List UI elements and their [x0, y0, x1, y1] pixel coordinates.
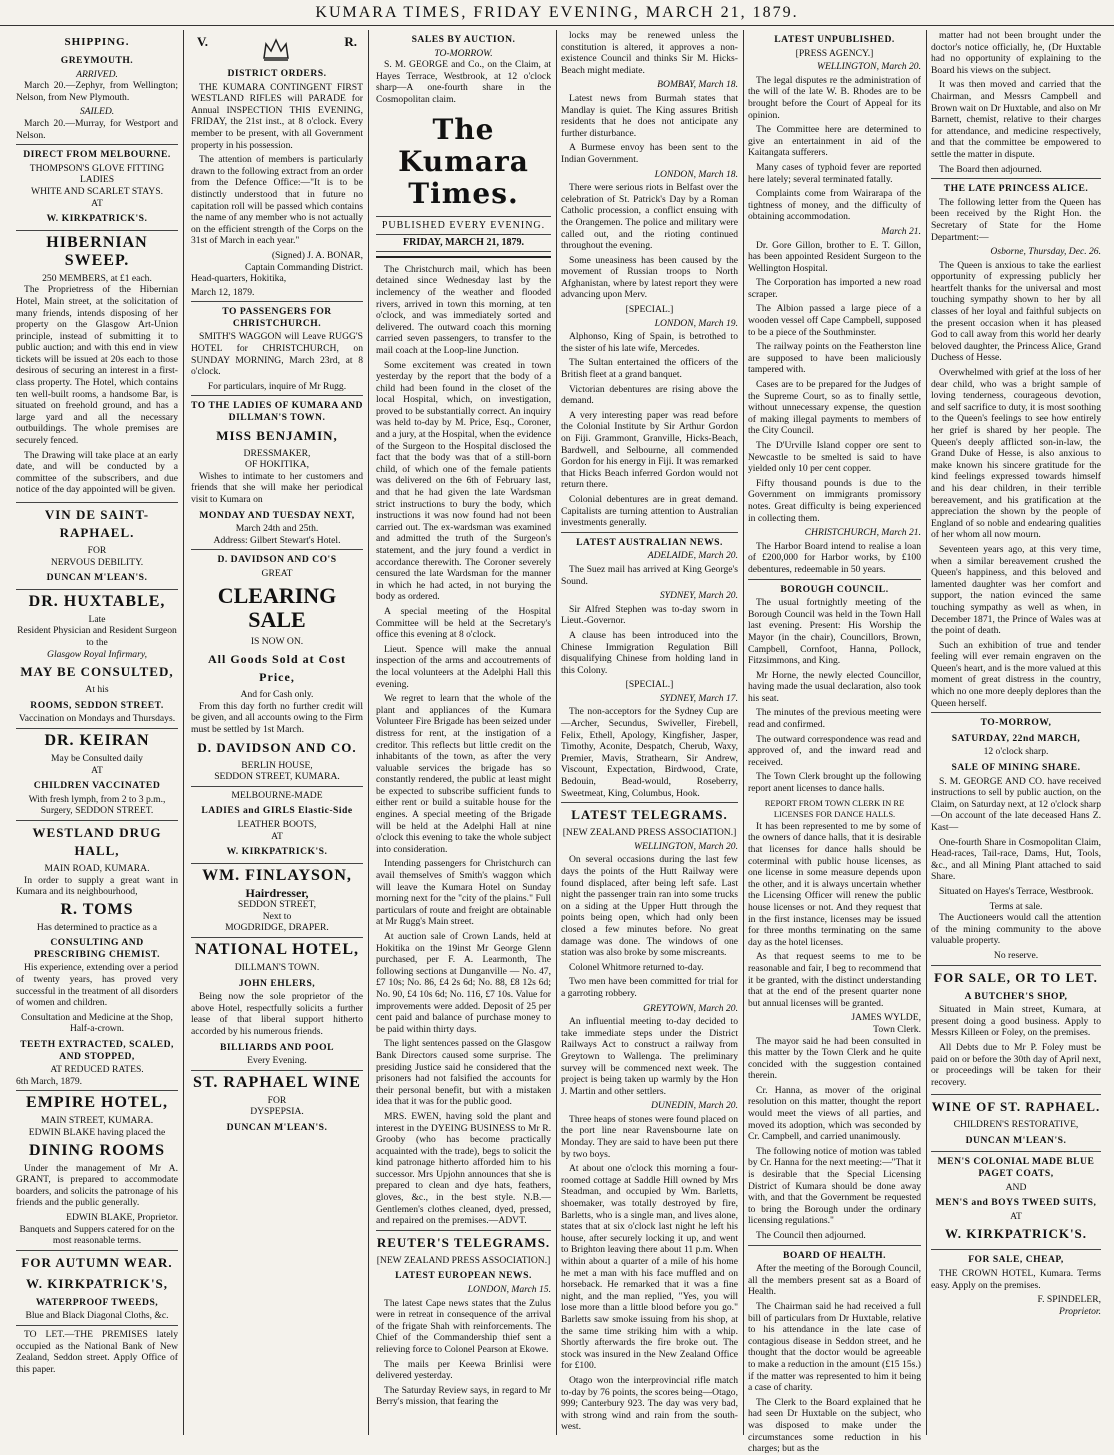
- district-orders-text: THE KUMARA CONTINGENT FIRST WESTLAND RIFLES will PARADE for Annual INSPECTION THIS EVENING, FRIDAY, the 21st inst., at 8 o'clock. Every member to be present, with all Government property in his possession.: [191, 81, 363, 151]
- ad-line: Glasgow Royal Infirmary,: [47, 648, 147, 660]
- article-paragraph: The Corporation has imported a new road scraper.: [748, 277, 921, 300]
- article-paragraph: The legal disputes re the administration of the will of the late W. B. Rhodes are to be brought before the Court of Appeal for its opinion.: [748, 74, 921, 121]
- ad-body: Situated on Hayes's Terrace, Westbrook.: [939, 885, 1094, 897]
- article-paragraph: matter had not been brought under the doctor's notice officially, he, (Dr Huxtable had no opportunity of explaining to the Board his views on the subject.: [931, 30, 1101, 76]
- ad-line: R. TOMS: [60, 900, 134, 918]
- ad-westland-drug-hall: [16, 824, 178, 1092]
- ad-line: CHILDREN'S RESTORATIVE,: [953, 1119, 1079, 1131]
- article-paragraph: Fifty thousand pounds is due to the Government on immigrants promissory notes. Great difficulty is being experienced in collecting them.: [748, 477, 921, 524]
- article-paragraph: Colonel Whitmore returned to-day.: [569, 961, 704, 973]
- ad-line: Address: Gilbert Stewart's Hotel.: [213, 534, 341, 546]
- ad-line: AT: [91, 197, 103, 209]
- dateline: Osborne, Thursday, Dec. 26.: [990, 246, 1101, 258]
- ad-heading: VIN DE SAINT-RAPHAEL.: [44, 507, 150, 540]
- v-letter: V.: [197, 34, 208, 49]
- ad-line: DUNCAN M'LEAN'S.: [46, 572, 148, 584]
- signature-line: Head-quarters, Hokitika,: [191, 273, 287, 285]
- ad-heading: ST. RAPHAEL WINE: [193, 1073, 361, 1091]
- ad-butchers-shop: [931, 969, 1101, 1096]
- article-paragraph: locks may be renewed unless the constitution is altered, it approves a non-existence Council and thinks Sir M. Hicks-Beach might mediate.: [561, 30, 738, 76]
- sailed-text: March 20.—Murray, for Westport and Nelson.: [16, 118, 178, 145]
- article-paragraph: The Chairman said he had received a full bill of particulars from Dr Huxtable, relative to his attendance in the late case of contagious disease in Seddon street, and he thought that the doctor would be agreeable to make a reduction in the amount (£15 15s.) if the matter was represented to him it being a case of charity.: [748, 1300, 921, 1394]
- article-paragraph: Victorian debentures are rising above the demand.: [561, 383, 738, 407]
- article-paragraph: A special meeting of the Hospital Committee will be held at the Secretary's office this evening at 8 o'clock.: [376, 605, 551, 641]
- ad-body: The Proprietress of the Hibernian Hotel, Main street, at the solicitation of many friends, intends disposing of her property on the Glasgow Art-Union principle, instead of submitting it to public auction; and with this end in view tickets will be issued at 20s each to those desirous of securing an interest in a first-class property. The Hotel, which contains ten well-built rooms, a handsome Bar, is situated on freehold ground, and has a large yard and all the necessary outbuildings. The whole premises are securely fenced.: [16, 284, 178, 447]
- r-letter: R.: [344, 34, 357, 49]
- ad-line: DUNCAN M'LEAN'S.: [965, 1134, 1067, 1146]
- article-paragraph: Three heaps of stones were found placed on the port line near Ravensbourne late on Monday. They are said to have been put there by two boys.: [561, 1113, 738, 1160]
- district-orders-text: The attention of members is particularly drawn to the following extract from an order from the Defence Office:—"It is to be distinctly understood that in future no capitation roll will be passed which contains the name of any member who is not actually on the efficient strength of the Corps on the 31st of March in each year.": [191, 154, 363, 247]
- ad-line: For particulars, inquire of Mr Rugg.: [207, 380, 347, 392]
- ad-heading-large: CLEARING SALE: [217, 582, 337, 632]
- section-heading: REUTER'S TELEGRAMS.: [376, 1234, 551, 1250]
- article-paragraph: Alphonso, King of Spain, is betrothed to the sister of his late wife, Mercedes.: [561, 331, 738, 354]
- article-paragraph: The Albion passed a large piece of a wooden vessel off Cape Campbell, supposed to be a piece of the Southminster.: [748, 303, 921, 338]
- section-heading: LATEST UNPUBLISHED.: [774, 34, 895, 45]
- ad-line: All Goods Sold at Cost Price,: [207, 652, 347, 685]
- dateline: LONDON, March 18.: [654, 168, 738, 180]
- ad-body: The Drawing will take place at an early date, and will be conducted by a committee of the subscribers, and due notice of the day appointed will be given.: [16, 449, 178, 496]
- article-paragraph: We regret to learn that the whole of the plant and appliances of the Kumara Volunteer Fire Brigade has been seized under distress for rent, at the instigation of a creditor. This reflects but little credit on the inhabitants of the town, as after the very valuable services the brigade has so constantly rendered, the public at least might be expected to subscribe sufficient funds to either rent or build a suitable house for the engines. A special meeting of the Brigade will be held at the Adelphi Hall at nine o'clock this evening to take the whole subject into consideration.: [376, 693, 551, 855]
- column-5: [748, 30, 921, 1455]
- ad-line: W. KIRKPATRICK'S.: [46, 213, 148, 225]
- ad-line: Vaccination on Mondays and Thursdays.: [18, 713, 176, 725]
- article-paragraph: The Sultan entertained the officers of the British fleet at a grand banquet.: [561, 357, 738, 381]
- ad-line: 12 o'clock sharp.: [983, 746, 1049, 758]
- ad-heading: HIBERNIAN SWEEP.: [46, 233, 148, 269]
- signature-line: Captain Commanding District.: [244, 261, 363, 273]
- ad-body: SMITH'S WAGGON will Leave RUGG'S HOTEL for CHRISTCHURCH, on SUNDAY MORNING, March 23rd, at 8 o'clock.: [191, 331, 363, 378]
- article-paragraph: The non-acceptors for the Sydney Cup are—Archer, Secundus, Swiveller, Firebell, Felix, Ethell, Apology, Kingfisher, Jasper, Timothy, Aconite, Despatch, Cherub, Waxy, Premier, Mavis, Strathearn, Sir Andrew, Viscount, Expectation, Birdwood, Crate, Bedouin, Bead-would, Roseberry, Sweetmeat, King, Columbus, Hook.: [561, 706, 738, 803]
- ad-line: At his: [85, 684, 109, 696]
- ad-line: MOGDRIDGE, DRAPER.: [225, 922, 329, 934]
- ad-line: Banquets and Suppers catered for on the most reasonable terms.: [19, 1223, 175, 1247]
- ad-line: 6th March, 1879.: [16, 1075, 83, 1087]
- ad-miss-benjamin: [191, 400, 363, 550]
- ad-body: The Auctioneers would call the attention of the mining community to the above valuable property.: [931, 912, 1101, 947]
- ad-dr-keiran: [16, 732, 178, 821]
- ad-heading: DR. KEIRAN: [44, 731, 150, 749]
- ad-line: BILLIARDS AND POOL: [219, 1041, 335, 1053]
- ad-heading: FOR SALE, OR TO LET.: [934, 969, 1098, 985]
- ad-line: W. KIRKPATRICK'S.: [226, 846, 328, 858]
- ad-heading: DIRECT FROM MELBOURNE.: [23, 149, 171, 161]
- ad-line: DYSPEPSIA.: [250, 1106, 304, 1118]
- ad-line: BERLIN HOUSE,: [241, 759, 313, 771]
- dateline: BOMBAY, March 18.: [657, 79, 738, 91]
- ad-heading: MEN'S COLONIAL MADE BLUE PAGET COATS,: [937, 1156, 1095, 1180]
- article-paragraph: Many cases of typhoid fever are reported here lately; several terminated fatally.: [748, 161, 921, 185]
- ad-body: Under the management of Mr A. GRANT, is prepared to accommodate boarders, and solicits the patronage of his friends and the public generally.: [16, 1162, 178, 1209]
- ad-line: May be Consulted daily: [51, 752, 143, 764]
- ad-clearing-sale: [191, 554, 363, 786]
- ad-finlayson: [191, 867, 363, 938]
- article-paragraph: A Burmese envoy has been sent to the Indian Government.: [561, 142, 738, 165]
- article-paragraph: The light sentences passed on the Glasgow Bank Directors caused some surprise. The presiding Justice said he considered that the prisoners had not falsified the accounts for their personal benefit, but with a mistaken idea that it was for the public good.: [376, 1038, 551, 1108]
- article-paragraph: The outward correspondence was read and approved of, and the inward read and received.: [748, 733, 921, 768]
- article-paragraph: The Queen is anxious to take the earliest opportunity of expressing publicly her heartfelt thanks for the universal and most touching sympathy shown to her by all classes of her loyal and faithful subjects on the present occasion when it has pleased God to call away from this world her dearly beloved daughter, the Princess Alice, Grand Duchess of Hesse.: [931, 259, 1101, 364]
- section-heading: LATEST EUROPEAN NEWS.: [395, 1270, 532, 1282]
- section-heading: THE LATE PRINCESS ALICE.: [943, 183, 1089, 195]
- ad-body: All Debts due to Mr P. Foley must be paid on or before the 30th day of April next, or proceedings will be taken for their recovery.: [931, 1041, 1101, 1088]
- ad-body: From this day forth no further credit will be given, and all accounts owing to the Firm must be settled by 1st March.: [191, 700, 363, 735]
- ad-line: LADIES and GIRLS Elastic-Side: [201, 805, 353, 817]
- article-paragraph: At about one o'clock this morning a four-roomed cottage at Saddle Hill owned by Mrs Steadman, and occupied by Wm. Barletts, shoemaker, was totally destroyed by fire, Barletts, who is a single man, and lives alone, states that at six o'clock last night he left his house, after securely locking it up, and went to Brighton leaving there about 11 p.m. When within about a quarter of a mile of his home he met a man with his face muffled and on horseback. He remarked that it was a fine night, and the man replied, "Yes, you will lose more than a little blood before you go." Barletts saw smoke issuing from his shop, at the same time striking him with a whip. Shortly afterwards the fire broke out. The stock was insured in the New Zealand Office for £100.: [561, 1163, 738, 1372]
- article-paragraph: The following notice of motion was tabled by Cr. Hanna for the next meeting:—"That it is desirable that the Special Licensing District of Kumara should be done away with, and that the Government be requested to bring the Borough under the ordinary licensing regulations.": [748, 1145, 921, 1227]
- ad-line: TEETH EXTRACTED, SCALED, AND STOPPED,: [20, 1039, 174, 1062]
- article-paragraph: MRS. EWEN, having sold the plant and interest in the DYEING BUSINESS to Mr R. Grooby (who has become practically acquainted with the trade), begs to solicit the kind patronage hitherto afforded him to his successor. Mrs Upjohn announces that she is prepared to clean and dye hats, feathers, gloves, &c., in the best style. N.B.—Gentlemen's clothes cleaned, dyed, pressed, and repaired on the premises.—ADVT.: [376, 1111, 551, 1231]
- issue-date: FRIDAY, MARCH 21, 1879.: [376, 234, 551, 252]
- ad-heading: D. DAVIDSON AND CO'S: [217, 554, 337, 566]
- shipping-heading: SHIPPING.: [64, 36, 130, 48]
- ad-leather-boots: [191, 790, 363, 864]
- article-paragraph: Complaints come from Wairarapa of the tightness of money, and the difficulty of obtaining accommodation.: [748, 188, 921, 223]
- auction-heading: SALES BY AUCTION.: [411, 34, 516, 45]
- section-subheading: [NEW ZEALAND PRESS ASSOCIATION.]: [376, 1254, 551, 1266]
- section-subheading: [PRESS AGENCY.]: [795, 47, 874, 59]
- dateline: LONDON, March 19.: [654, 317, 738, 329]
- ad-line: Blue and Black Diagonal Cloths, &c.: [25, 1310, 169, 1322]
- article-paragraph: Such an exhibition of true and tender feeling will ever remain engraven on the Queen's heart, and is the more valued at this moment of great distress in the country, which no one more deeply deplores than the Queen herself.: [931, 640, 1101, 714]
- column-1: [16, 30, 178, 1435]
- ad-line: And for Cash only.: [240, 689, 314, 701]
- article-paragraph: The Christchurch mail, which has been detained since Wednesday last by the inclemency of the weather and flooded rivers, arrived in town this morning, at ten o'clock, and was immediately sorted and delivered. The outward coach this morning carried seven passengers, to transfer to the mail coach at the Loop-line Junction.: [376, 263, 551, 356]
- ad-line: FOR: [267, 1094, 287, 1106]
- article-paragraph: Intending passengers for Christchurch can avail themselves of Smith's waggon which will leave the Kumara Hotel on Sunday morning next for the "city of the plains." Full particulars of route and freight are obtainable at Mr Rugg's Main street.: [376, 858, 551, 928]
- arrived-text: March 20.—Zephyr, from Wellington; Nelson, from New Plymouth.: [16, 80, 178, 103]
- ad-line: Surgery, SEDDON STREET.: [40, 805, 154, 817]
- article-paragraph: An influential meeting to-day decided to take immediate steps under the District Railways Act to construct a railway from Greytown to Wallenga. The preliminary survey will be commenced next week. The project is being taken up warmly by the Hon J. Martin and other settlers.: [561, 1016, 738, 1097]
- column-rule: [556, 30, 557, 1435]
- ad-line: SATURDAY, 22nd MARCH,: [951, 732, 1081, 744]
- signature-line: March 12, 1879.: [191, 287, 363, 303]
- ad-line: MELBOURNE-MADE: [231, 789, 323, 801]
- article-paragraph: Cr. Hanna, as mover of the original resolution on this matter, thought the report would meet the views of all parties, and moved its adoption, which was seconded by Cr. Campbell, and carried unanimously.: [748, 1084, 921, 1143]
- ad-line: DILLMAN'S TOWN.: [234, 962, 320, 974]
- ad-line: NERVOUS DEBILITY.: [50, 556, 144, 568]
- signature-line: JAMES WYLDE,: [851, 1012, 921, 1024]
- article-paragraph: The usual fortnightly meeting of the Borough Council was held in the Town Hall last evening. Present: His Worship the Mayor (in the chair), Councillors, Brown, Campbell, Cornfoot, Hanna, Pollock, Fitzsimmons, and King.: [748, 597, 921, 667]
- dateline: March 21.: [881, 225, 921, 237]
- masthead-rule: [0, 25, 1114, 26]
- article-paragraph: Some uneasiness has been caused by the movement of Russian troops to North Afghanistan, where by latest report they were advancing upon Merv.: [561, 254, 738, 301]
- special-label: [SPECIAL.]: [625, 304, 674, 316]
- ad-line: Resident Physician and Resident Surgeon to the: [17, 625, 177, 648]
- ad-line: W. KIRKPATRICK'S,: [25, 1275, 169, 1291]
- ad-mining-share: [931, 717, 1101, 965]
- ad-line: A BUTCHER'S SHOP,: [964, 990, 1068, 1002]
- ad-vin-saint-raphael: [16, 506, 178, 590]
- article-paragraph: Sir Alfred Stephen was to-day sworn in Lieut.-Governor.: [561, 603, 738, 627]
- article-paragraph: The Clerk to the Board explained that he had seen Dr Huxtable on the subject, who was disposed to make under the circumstances some reduction in his charges; but as the: [748, 1396, 921, 1455]
- ad-line: AT: [1010, 1210, 1022, 1222]
- article-paragraph: On several occasions during the last few days the points of the Hutt Railway were found displaced, after being left safe. Last night the passenger train ran into some trucks on a siding at the Upper Hutt through the points being open, which had only been closed a few minutes before. No great damage was done. The windows of one station was also broke by some miscreants.: [561, 854, 738, 959]
- masthead: KUMARA TIMES, FRIDAY EVENING, MARCH 21, 1879.: [315, 4, 799, 21]
- ad-line: IS NOW ON.: [250, 635, 304, 647]
- dateline: GREYTOWN, March 20.: [643, 1002, 738, 1014]
- ad-christchurch-passengers: [191, 306, 363, 396]
- dateline: WELLINGTON, March 20.: [634, 840, 738, 852]
- ad-heading: WM. FINLAYSON,: [202, 866, 352, 884]
- dateline: LONDON, March 15.: [467, 1284, 551, 1296]
- section-heading: BOARD OF HEALTH.: [783, 1249, 886, 1261]
- section-heading: LATEST AUSTRALIAN NEWS.: [576, 536, 723, 548]
- article-paragraph: There were serious riots in Belfast over the celebration of St. Patrick's Day by a Roman Catholic procession, a conflict ensuing with the Orangemen. The police and military were called out, and the rioting continued throughout the evening.: [561, 182, 738, 252]
- section-heading: LATEST TELEGRAMS.: [571, 807, 728, 823]
- ad-heading: WINE OF ST. RAPHAEL.: [931, 1099, 1101, 1115]
- article-paragraph: At auction sale of Crown Lands, held at Hokitika on the 19inst Mr George Glenn purchased, per F. A. Learmonth, The following sections at Dunganville — No. 47, £7 10s; No. 86, £4 2s 6d; No. 88, £8 12s 6d; No. 90, £4 10s 6d; No. 116, £7 10s. Value for improvements were added. Deposit of 25 per cent paid and balance of purchase money to be paid within thirty days.: [376, 931, 551, 1035]
- ad-autumn-wear: [16, 1254, 178, 1326]
- ad-heading: DR. HUXTABLE,: [28, 592, 166, 610]
- article-paragraph: The Committee here are determined to give an entertainment in aid of the Kaitangata sufferers.: [748, 124, 921, 159]
- ad-line: THOMPSON'S GLOVE FITTING LADIES: [29, 162, 165, 186]
- special-label: [SPECIAL.]: [625, 679, 674, 691]
- ad-line: Every Evening.: [247, 1055, 307, 1067]
- ad-line: WHITE AND SCARLET STAYS.: [31, 185, 163, 197]
- column-2: [191, 30, 363, 1435]
- ad-line: EDWIN BLAKE having placed the: [28, 1127, 166, 1138]
- article-paragraph: The D'Urville Island copper ore sent to Newcastle to be smelted is said to have yielded only 10 per cent copper.: [748, 440, 921, 475]
- ad-heading: WESTLAND DRUG HALL,: [32, 824, 162, 858]
- ad-heading: TO-MORROW,: [980, 717, 1052, 729]
- dateline: WELLINGTON, March 20.: [817, 61, 921, 73]
- ad-line: MONDAY AND TUESDAY NEXT,: [199, 509, 355, 521]
- ad-heading: FOR SALE, CHEAP,: [968, 1254, 1064, 1266]
- ad-line: Hairdresser,: [245, 885, 309, 900]
- article-paragraph: The latest Cape news states that the Zulus were in retreat in consequence of the arrival of the frigate Shah with reinforcements. The Chief of the Commandership thief sent a relieving force to Colonel Pearson at Ekowe.: [376, 1297, 551, 1355]
- newspaper-title: The Kumara Times.: [398, 112, 529, 210]
- ad-line: EDWIN BLAKE, Proprietor.: [66, 1211, 178, 1223]
- ad-line: Late: [88, 613, 106, 625]
- article-paragraph: Two men have been committed for trial for a garroting robbery.: [561, 976, 738, 999]
- ad-body: Wishes to intimate to her customers and friends that she will make her periodical visit to Kumara on: [191, 470, 363, 505]
- publication-line: PUBLISHED EVERY EVENING.: [376, 216, 551, 232]
- ad-line: JOHN EHLERS,: [238, 977, 316, 989]
- section-subheading: [NEW ZEALAND PRESS ASSOCIATION.]: [562, 827, 737, 839]
- ad-body: THE CROWN HOTEL, Kumara. Terms easy. Apply on the premises.: [931, 1268, 1101, 1291]
- district-orders-heading: DISTRICT ORDERS.: [227, 68, 327, 79]
- article-paragraph: A clause has been introduced into the Chinese Immigration Regulation Bill disqualifying Chinese from holding land in this Colony.: [561, 629, 738, 676]
- ad-hibernian-sweep: [16, 234, 178, 503]
- ad-heading: SALE OF MINING SHARE.: [951, 762, 1081, 774]
- ad-line: MAY BE CONSULTED,: [20, 664, 174, 680]
- ad-line: 250 MEMBERS, at £1 each.: [42, 272, 152, 284]
- article-paragraph: The Suez mail has arrived at King George's Sound.: [561, 563, 738, 587]
- article-paragraph: Otago won the interprovincial rifle match to-day by 76 points, the scores being—Otago, 999; Canterbury 923. The day was very bad, with strong wind and rain from the south-west.: [561, 1374, 738, 1433]
- ad-line: D. DAVIDSON AND CO.: [197, 739, 357, 755]
- article-paragraph: The following letter from the Queen has been received by the Right Hon. the Secretary of State for the Home Department:—: [931, 196, 1101, 243]
- ad-line: CONSULTING AND PRESCRIBING CHEMIST.: [33, 937, 161, 960]
- ad-line: WATERPROOF TWEEDS,: [35, 1296, 159, 1308]
- article-paragraph: Mr Horne, the newly elected Councillor, having made the usual declaration, also took his seat.: [748, 669, 921, 704]
- ad-line: W. KIRKPATRICK'S.: [944, 1226, 1088, 1242]
- ad-crown-hotel: [931, 1254, 1101, 1317]
- ad-st-raphael-wine: [191, 1074, 363, 1134]
- ad-to-let: TO LET.—THE PREMISES lately occupied as the National Bank of New Zealand, Seddon street. Apply Office of this paper.: [16, 1328, 178, 1375]
- article-paragraph: Overwhelmed with grief at the loss of her dear child, who was a bright sample of loving tenderness, courageous devotion, and self sacrifice to duty, it is most soothing to the Queen's feelings to see how entirely her grief is shared by her people. The Queen's deeply afflicted son-in-law, the Grand Duke of Hesse, is also anxious to make known his sincere gratitude for the kind feelings expressed towards himself and his dear children, in their terrible bereavement, and his gratification at the appreciation the shown by the people of England of so noble and endearing qualities of her whom all now mourn.: [931, 367, 1101, 541]
- arrived-label: ARRIVED.: [76, 68, 118, 80]
- ad-line: ROOMS, SEDDON STREET.: [30, 699, 164, 711]
- ad-dr-huxtable: [16, 593, 178, 729]
- ad-line: DRESSMAKER,: [243, 447, 311, 459]
- article-paragraph: Latest news from Burmah states that Mandlay is quiet. The King assures British residents that he does not anticipate any further disturbance.: [561, 92, 738, 139]
- auction-subheading: TO-MORROW.: [434, 47, 493, 59]
- ad-line: GREAT: [261, 567, 293, 579]
- ad-line: OF HOKITIKA,: [245, 459, 309, 471]
- ad-line: MEN'S and BOYS TWEED SUITS,: [935, 1197, 1097, 1209]
- article-paragraph: Seventeen years ago, at this very time, when a similar bereavement crushed the Queen's happiness, and this beloved and lamented daughter was her comfort and support, the nation evinced the same touching sympathy as well as when, in December 1871, the Prince of Wales was at the point of death.: [931, 543, 1101, 637]
- ad-line: MAIN ROAD, KUMARA.: [44, 862, 150, 874]
- ad-body: Being now the sole proprietor of the above Hotel, respectfully solicits a further lease of that liberal support hitherto accorded by his numerous friends.: [191, 991, 363, 1038]
- dateline: CHRISTCHURCH, March 21.: [804, 527, 921, 539]
- column-3: [376, 30, 551, 1435]
- signature-line: Town Clerk.: [873, 1023, 921, 1035]
- ad-line: Terms at sale.: [989, 900, 1043, 912]
- ad-line: No reserve.: [993, 949, 1039, 961]
- dateline: SYDNEY, March 20.: [659, 590, 738, 602]
- ad-line: Consultation and Medicine at the Shop, Half-a-crown.: [21, 1011, 173, 1035]
- ad-heading: NATIONAL HOTEL,: [194, 941, 360, 959]
- ad-body: One-fourth Share in Cosmopolitan Claim, Head-races, Tail-race, Dams, Hut, Tools, &c., and all Mining Plant attached to said Share.: [931, 836, 1101, 883]
- ad-body: His experience, extending over a period of twenty years, has proved very successful in the treatment of all disorders of women and children.: [16, 962, 178, 1009]
- article-paragraph: Lieut. Spence will make the annual inspection of the arms and accoutrements of the local volunteers at the Adelphi Hall this evening.: [376, 643, 551, 690]
- ad-line: MAIN STREET, KUMARA.: [40, 1115, 154, 1127]
- ad-line: SEDDON STREET,: [237, 899, 317, 911]
- ad-national-hotel: [191, 941, 363, 1071]
- article-paragraph: The railway points on the Featherston line are supposed to have been maliciously tampered with.: [748, 341, 921, 376]
- ad-heading: EMPIRE HOTEL,: [26, 1094, 168, 1112]
- ad-line: MISS BENJAMIN,: [216, 427, 338, 443]
- ad-paget-coats: [931, 1156, 1101, 1250]
- ad-body: S. M. GEORGE AND CO. have received instructions to sell by public auction, on the Claim, on Saturday next, at 12 o'clock sharp—On account of the late deceased Hans Z. Kast—: [931, 775, 1101, 833]
- dateline: DUNEDIN, March 20.: [650, 1100, 738, 1112]
- article-paragraph: It has been represented to me by some of the owners of dance halls, that it is desirable that licenses for dance halls should be coterminal with public house licenses, as one license in some measure depends upon the other, and it is always uncertain whether the Licensing Officer will renew the public house licenses or not. And they request that in the first instance, licenses may be issued for three months terminating on the same day as the hotel licenses.: [748, 820, 921, 948]
- ad-line: AT: [91, 764, 103, 776]
- article-paragraph: The Board then adjourned.: [931, 164, 1101, 180]
- newspaper-title-block: [376, 110, 551, 258]
- article-paragraph: Cases are to be prepared for the Judges of the Supreme Court, so as to finally settle, without unnecessary expense, the question of making illegal payments to members of the City Council.: [748, 379, 921, 437]
- ad-heading: TO THE LADIES OF KUMARA AND DILLMAN'S TOWN.: [191, 400, 363, 424]
- dateline: ADELAIDE, March 20.: [647, 550, 738, 562]
- signature-line: (Signed) J. A. BONAR,: [271, 249, 363, 261]
- article-paragraph: Dr. Gore Gillon, brother to E. T. Gillon, has been appointed Resident Surgeon to the Wellington Hospital.: [748, 239, 921, 274]
- ad-empire-hotel: [16, 1094, 178, 1250]
- ad-line: SEDDON STREET, KUMARA.: [214, 771, 340, 783]
- ad-line: DUNCAN M'LEAN'S.: [226, 1122, 328, 1133]
- ad-heading: FOR AUTUMN WEAR.: [21, 1254, 173, 1270]
- article-paragraph: The Harbor Board intend to realise a loan of £200,000 for Harbor works, by £100 debentures, redeemable in 50 years.: [748, 541, 921, 580]
- ad-heading: TO PASSENGERS FOR CHRISTCHURCH.: [222, 306, 332, 329]
- shipping-port: GREYMOUTH.: [60, 55, 134, 66]
- ad-stays: [16, 149, 178, 231]
- section-heading: BOROUGH COUNCIL.: [780, 583, 889, 595]
- ad-line: AT REDUCED RATES.: [50, 1064, 144, 1076]
- column-6: [931, 30, 1101, 1435]
- ad-line: LEATHER BOOTS,: [237, 818, 317, 830]
- crown-icon: [261, 36, 291, 62]
- column-rule: [368, 30, 369, 1435]
- sailed-label: SAILED.: [79, 106, 115, 118]
- ad-line: AND: [1005, 1181, 1027, 1193]
- dateline: SYDNEY, March 17.: [659, 692, 738, 704]
- article-paragraph: The Council then adjourned.: [748, 1230, 921, 1246]
- ad-line: March 24th and 25th.: [235, 523, 319, 535]
- ad-line: Has determined to practice as a: [36, 921, 158, 933]
- article-paragraph: The mails per Keewa Brinlisi were delivered yesterday.: [376, 1358, 551, 1382]
- column-rule: [183, 30, 184, 1435]
- column-4: [561, 30, 738, 1435]
- ad-wine-st-raphael: [931, 1098, 1101, 1152]
- column-rule: [743, 30, 744, 1435]
- article-paragraph: A very interesting paper was read before the Colonial Institute by Sir Arthur Gordon on Fiji. Grammont, Granville, Hicks-Beach, Bardwell, and Selbourne, all commended Gordon for his energy in Fiji. It was remarked that Hicks Beach inferred Gordon would not return there.: [561, 409, 739, 491]
- ad-line: Next to: [262, 910, 292, 922]
- report-heading: REPORT FROM TOWN CLERK IN RE LICENSES FOR DANCE HALLS.: [764, 797, 905, 820]
- article-paragraph: After the meeting of the Borough Council, all the members present sat as a Board of Health.: [748, 1263, 921, 1298]
- article-paragraph: The minutes of the previous meeting were read and confirmed.: [748, 707, 921, 731]
- vr-crest-row: [197, 36, 357, 62]
- article-paragraph: Some excitement was created in town yesterday by the report that the body of a child had been found in the closet of the local Hospital, which, on investigation, proved to be substantially correct. An inquiry was held to-day by M. Price, Esq., Coroner, and a jury, at the Hospital, when the evidence of the Surgeon to the Hospital disclosed the fact that the body was that of a still-born child, of which one of the female patients was delivered on the 6th of February last, and that he had given the late Wardsman strict instructions to bury the body, which instructions it was now found had not been carried out. The ex-wardsman was examined and admitted the truth of the Surgeon's statement, and the jury found a verdict in accordance therewith. The Coroner severely censured the late Wardsman for the manner in which he had acted, in not burying the body as ordered.: [376, 359, 551, 603]
- ad-line: AT: [271, 830, 283, 842]
- article-paragraph: The Town Clerk brought up the following report anent licenses to dance halls.: [748, 771, 921, 795]
- article-paragraph: It was then moved and carried that the Chairman, and Messrs Campbell and Brown wait on Dr Huxtable, and also on Mr Barnett, chemist, relative to their charges for attendance, and medicine respectively, and that the committee be empowered to settle the matter in dispute.: [931, 79, 1101, 160]
- ad-line: Proprietor.: [1058, 1305, 1101, 1317]
- article-paragraph: The mayor said he had been consulted in this matter by the Town Clerk and he quite concided with the suggestion contained therein.: [748, 1035, 921, 1082]
- article-paragraph: Colonial debentures are in great demand. Capitalists are turning attention to Australian investments generally.: [561, 494, 738, 533]
- auction-text: S. M. GEORGE and Co., on the Claim, at Hayes Terrace, Westbrook, at 12 o'clock sharp—A one-fourth share in the Cosmopolitan claim.: [376, 59, 551, 105]
- ad-body: Situated in Main street, Kumara, at present doing a good business. Apply to Messrs Killeen or Foley, on the premises.: [931, 1004, 1101, 1039]
- article-paragraph: As that request seems to me to be reasonable and fair, I beg to recommend that it be granted, with the distinct understanding that at the end of the present quarter none but annual licenses will be granted.: [748, 951, 921, 1009]
- ad-line: CHILDREN VACCINATED: [33, 780, 161, 792]
- ad-line: With fresh lymph, from 2 to 3 p.m.,: [28, 793, 166, 805]
- ad-line: FOR: [87, 545, 107, 556]
- column-rule: [926, 30, 927, 1435]
- ad-line: F. SPINDELER,: [1037, 1294, 1101, 1306]
- ad-line: DINING ROOMS: [28, 1141, 165, 1159]
- article-paragraph: The Saturday Review says, in regard to Mr Berry's mission, that fearing the: [376, 1384, 551, 1408]
- ad-body: In order to supply a great want in Kumara and its neighbourhood,: [16, 874, 178, 898]
